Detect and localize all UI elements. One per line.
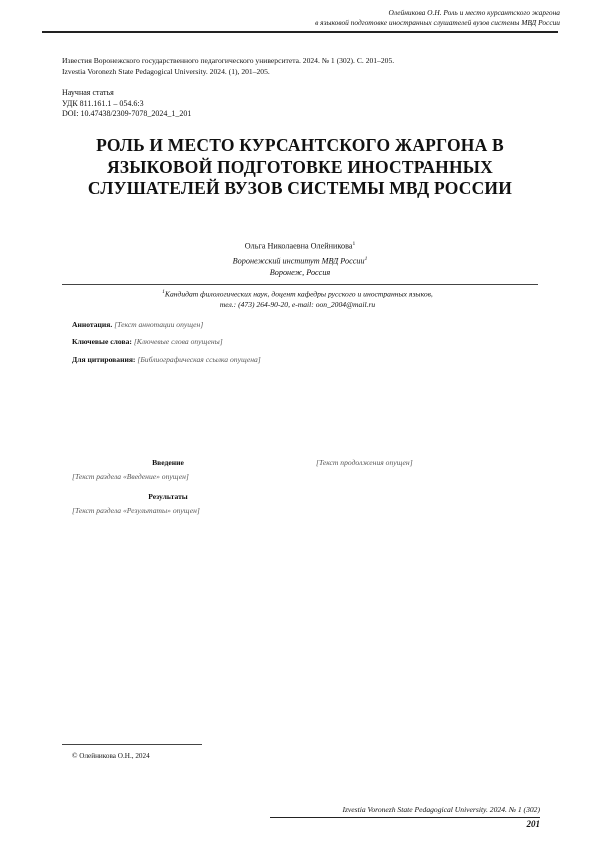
body-column-left: [62, 458, 274, 516]
article-title: РОЛЬ И МЕСТО КУРСАНТСКОГО ЖАРГОНА В ЯЗЫКОВОЙ ПОДГОТОВКЕ ИНОСТРАННЫХ СЛУШАТЕЛЕЙ ВУЗОВ СИСТЕМЫ МВД РОССИИ: [87, 135, 513, 198]
author-name: Ольга Николаевна Олейникова: [244, 241, 353, 251]
header-rule: [42, 31, 558, 33]
results-heading: Результаты: [148, 492, 188, 502]
keywords: [62, 337, 538, 347]
citation: [62, 355, 538, 365]
abstract-label: Аннотация.: [72, 320, 113, 329]
author-block: [150, 238, 450, 279]
journal-info-en: Izvestia Voronezh State Pedagogical University. 2024. (1), 201–205.: [62, 66, 270, 76]
intro-heading: Введение: [152, 458, 184, 467]
author-city: Воронеж, Россия: [269, 268, 331, 278]
running-header-line1: Олейникова О.Н. Роль и место курсантского жаргона: [388, 8, 560, 17]
running-header: [210, 8, 560, 28]
right-column-text: [Текст продолжения опущен]: [316, 458, 413, 467]
udk: УДК 811.161.1 – 054.6:3: [62, 98, 144, 108]
journal-info-ru: Известия Воронежского государственного педагогического университета. 2024. № 1 (302). С. 201–205.: [62, 56, 395, 65]
article-type: Научная статья: [62, 88, 114, 97]
keywords-label: Ключевые слова:: [72, 337, 132, 347]
running-header-line2: в языковой подготовке иностранных слушателей вузов системы МВД России: [315, 18, 560, 27]
affiliation-rule: [62, 284, 538, 285]
affiliation-note: [75, 287, 520, 311]
article-meta: [62, 88, 191, 120]
footnote-rule: [62, 744, 202, 745]
footer-journal: Izvestia Voronezh State Pedagogical University. 2024. № 1 (302): [342, 805, 540, 814]
abstract-text: [Текст аннотации опущен]: [114, 320, 204, 329]
author-sup: 1: [352, 241, 356, 247]
results-text: [Текст раздела «Результаты» опущен]: [72, 505, 200, 515]
journal-info: [62, 56, 542, 77]
copyright-footnote: © Олейникова О.Н., 2024: [72, 752, 150, 760]
intro-text: [Текст раздела «Введение» опущен]: [72, 471, 189, 481]
affiliation-note-line2: тел.: (473) 264-90-20, e-mail: oon_2004@mail.ru: [219, 300, 376, 310]
affiliation-note-line1: Кандидат филологических наук, доцент кафедры русского и иностранных языков,: [164, 289, 433, 299]
citation-label: Для цитирования:: [72, 354, 136, 364]
author-affiliation: Воронежский институт МВД России: [232, 256, 365, 266]
abstract: [62, 320, 538, 330]
keywords-text: [Ключевые слова опущены]: [133, 337, 223, 347]
footer-rule: [270, 817, 540, 818]
affiliation-note-sup: 1: [162, 289, 165, 295]
abstract-block: [62, 320, 538, 372]
citation-text: [Библиографическая ссылка опущена]: [137, 354, 261, 364]
doi: DOI: 10.47438/2309-7078_2024_1_201: [62, 109, 192, 118]
body-column-right: [306, 458, 518, 469]
affiliation-sup: 1: [364, 255, 368, 262]
page-number: 201: [526, 819, 540, 829]
